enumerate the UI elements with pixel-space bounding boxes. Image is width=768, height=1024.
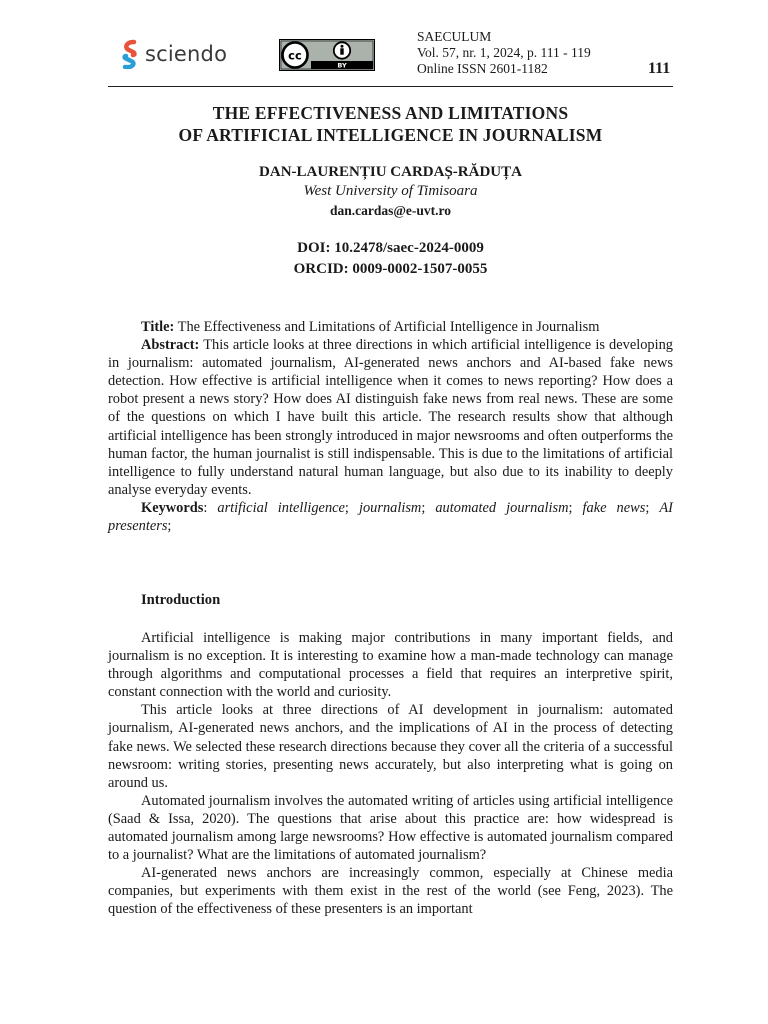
keywords-label: Keywords xyxy=(141,499,204,516)
abstract-label: Abstract: xyxy=(141,337,200,354)
abstract-paragraph xyxy=(108,336,673,499)
sciendo-logo xyxy=(120,38,240,70)
cc-text: cc xyxy=(288,48,302,63)
abstract-block xyxy=(108,318,673,535)
abstract-title-line xyxy=(108,318,673,336)
keyword: automated journalism xyxy=(435,499,569,516)
journal-name: SAECULUM xyxy=(417,29,492,44)
header-divider xyxy=(108,86,673,87)
paragraph: AI-generated news anchors are increasingly common, especially at Chinese media companies, but experiments with them exist in the rest of the world (see Feng, 2023). The question of the effectiveness of these presenters is an important xyxy=(108,865,673,918)
journal-volume: Vol. 57, nr. 1, 2024, p. 111 - 119 xyxy=(417,45,591,60)
keyword: journalism xyxy=(358,499,422,516)
by-text: BY xyxy=(337,61,347,70)
sciendo-mark-icon xyxy=(120,39,140,69)
section-heading: Introduction xyxy=(141,592,221,608)
keyword: AI presenters xyxy=(108,499,673,535)
title-label: Title: xyxy=(141,319,175,335)
keywords-line: Keywords: artificial intelligence; journalism; automated journalism; fake news; AI presenters; xyxy=(108,499,673,535)
article-title xyxy=(108,102,673,146)
author-affiliation: West University of Timisoara xyxy=(303,183,478,199)
journal-info xyxy=(417,29,591,77)
page-number: 111 xyxy=(648,60,671,77)
orcid[interactable]: ORCID: 0009-0002-1507-0055 xyxy=(293,261,488,277)
doi[interactable]: DOI: 10.2478/saec-2024-0009 xyxy=(297,240,484,256)
publisher-name: sciendo xyxy=(145,42,228,66)
paragraph: Automated journalism involves the automated writing of articles using artificial intelligence (Saad & Issa, 2020). The questions that arise about this practice are: how widespread is automated journalism among large newsrooms? How effective is automated journalism compared to a journalist? What are the limitations of automated journalism? xyxy=(108,792,673,864)
title-text: The Effectiveness and Limitations of Artificial Intelligence in Journalism xyxy=(174,319,600,335)
cc-by-license-badge xyxy=(279,39,375,71)
keyword: artificial intelligence xyxy=(217,499,345,516)
abstract-text: This article looks at three directions in which artificial intelligence is developing in journalism: automated journalism, AI-generated news anchors and AI-based fake news detection. How effective is artificial intelligence when it comes to news reporting? How does a robot present a news story? How does AI distinguish fake news from real news. These are some of the questions on which I have built this article. The research results show that although artificial intelligence has been strongly introduced in major newsrooms and often outperforms the human factor, the human journalist is still indispensable. This is due to the limitations of artificial intelligence to fully understand natural human language, but also due to its inability to deeply analyse everyday events. xyxy=(108,337,673,498)
paragraph: Artificial intelligence is making major contributions in many important fields, and journalism is no exception. It is interesting to examine how a man-made technology can manage through algorithms and computational processes a field that requires an interpretive spirit, constant connection with the world and curiosity. xyxy=(108,630,673,701)
journal-issn: Online ISSN 2601-1182 xyxy=(417,61,548,76)
introduction-body xyxy=(108,629,673,919)
keyword: fake news xyxy=(582,499,646,516)
article-title-line1: THE EFFECTIVENESS AND LIMITATIONS xyxy=(212,103,569,123)
article-title-line2: OF ARTIFICIAL INTELLIGENCE IN JOURNALISM xyxy=(178,125,603,145)
author-email[interactable]: dan.cardas@e-uvt.ro xyxy=(329,203,452,218)
paragraph: This article looks at three directions of AI development in journalism: automated journalism, AI-generated news anchors, and the implications of AI in the process of detecting fake news. We selected these research directions because they cover all the criteria of a successful newsroom: writing stories, presenting news accurately, but also interpreting what is going on around us. xyxy=(108,702,673,791)
author-name: DAN-LAURENȚIU CARDAȘ-RĂDUȚA xyxy=(259,164,522,180)
